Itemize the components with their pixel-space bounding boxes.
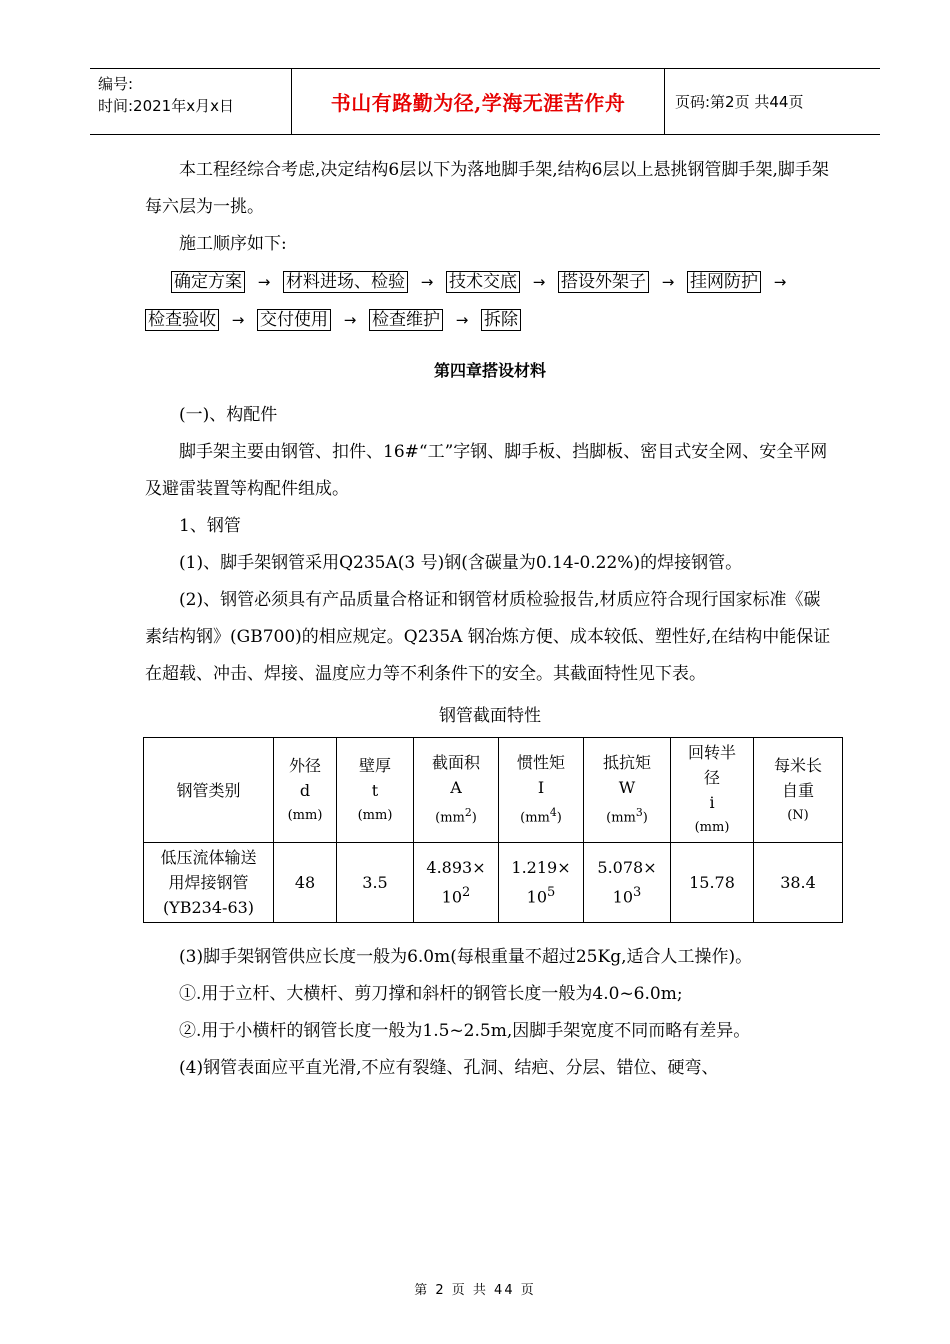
page-header — [90, 68, 880, 135]
table-cell: 1.219× $10^5$ — [499, 843, 584, 923]
flow-step: 检查验收 — [145, 309, 219, 331]
flow-step: 材料进场、检验 — [283, 271, 408, 293]
flow-step: 交付使用 — [257, 309, 331, 331]
page-footer: 第 2 页 共 44 页 — [414, 1283, 536, 1298]
steel-pipe-section-table — [143, 737, 843, 923]
header-page-label: 页码:第2页 共44页 — [675, 93, 804, 111]
flow-step: 挂网防护 — [687, 271, 761, 293]
arrow-icon: → — [773, 273, 787, 291]
arrow-icon: → — [455, 311, 469, 329]
paragraph: ②.用于小横杆的钢管长度一般为1.5~2.5m,因脚手架宽度不同而略有差异。 — [179, 1021, 751, 1041]
arrow-icon: → — [343, 311, 357, 329]
table-cell: 48 — [274, 843, 337, 923]
paragraph: (4)钢管表面应平直光滑,不应有裂缝、孔洞、结疤、分层、错位、硬弯、 — [179, 1058, 719, 1078]
header-cell: 钢管类别 — [144, 738, 274, 843]
document-body — [145, 152, 835, 1087]
table-cell: 低压流体输送 用焊接钢管 (YB234-63) — [144, 843, 274, 923]
arrow-icon: → — [420, 273, 434, 291]
arrow-icon: → — [532, 273, 546, 291]
flow-step: 确定方案 — [171, 271, 245, 293]
paragraph: (2)、钢管必须具有产品质量合格证和钢管材质检验报告,材质应符合现行国家标准《碳素结构钢》(GB700)的相应规定。Q235A 钢冶炼方便、成本较低、塑性好,在结构中能保证在超载、冲击、焊接、温度应力等不利条件下的安全。其截面特性见下表。 — [145, 590, 831, 684]
paragraph: 脚手架主要由钢管、扣件、16#“工”字钢、脚手板、挡脚板、密目式安全网、安全平网及避雷装置等构配件组成。 — [145, 442, 828, 499]
arrow-icon: → — [257, 273, 271, 291]
document-number-label: 编号: — [98, 75, 134, 93]
paragraph: (1)、脚手架钢管采用Q235A(3 号)钢(含碳量为0.14-0.22%)的焊接钢管。 — [179, 553, 743, 573]
section-heading: (一)、构配件 — [179, 405, 278, 425]
chapter-title: 第四章搭设材料 — [433, 361, 546, 380]
table-cell: 3.5 — [337, 843, 414, 923]
table-header-row — [144, 738, 843, 843]
header-cell: 壁厚 t (mm) — [337, 738, 414, 843]
table-cell: 4.893× $10^2$ — [414, 843, 499, 923]
header-meta — [90, 69, 292, 134]
flow-step: 技术交底 — [446, 271, 520, 293]
table-cell: 38.4 — [754, 843, 843, 923]
paragraph: (3)脚手架钢管供应长度一般为6.0m(每根重量不超过25Kg,适合人工操作)。 — [179, 947, 753, 967]
document-time-label: 时间:2021年x月x日 — [98, 97, 234, 115]
flow-step: 搭设外架子 — [558, 271, 649, 293]
flow-step: 检查维护 — [369, 309, 443, 331]
header-cell: 外径 d (mm) — [274, 738, 337, 843]
paragraph: 施工顺序如下: — [179, 234, 287, 254]
table-row — [144, 843, 843, 923]
table-cell: 5.078× $10^3$ — [584, 843, 671, 923]
table-cell: 15.78 — [671, 843, 754, 923]
paragraph: 本工程经综合考虑,决定结构6层以下为落地脚手架,结构6层以上悬挑钢管脚手架,脚手架每六层为一挑。 — [145, 160, 829, 217]
arrow-icon: → — [661, 273, 675, 291]
arrow-icon: → — [231, 311, 245, 329]
flow-step: 拆除 — [481, 309, 521, 331]
section-heading: 1、钢管 — [179, 516, 241, 536]
header-cell: 抵抗矩 W $(mm^3)$ — [584, 738, 671, 843]
paragraph: ①.用于立杆、大横杆、剪刀撑和斜杆的钢管长度一般为4.0~6.0m; — [179, 984, 683, 1004]
header-cell: 惯性矩 I $(mm^4)$ — [499, 738, 584, 843]
header-cell: 截面积 A $(mm^2)$ — [414, 738, 499, 843]
construction-sequence-flow — [145, 263, 835, 339]
header-cell: 回转半 径 i (mm) — [671, 738, 754, 843]
header-cell: 每米长 自重 (N) — [754, 738, 843, 843]
header-motto: 书山有路勤为径,学海无涯苦作舟 — [292, 69, 665, 134]
table-title: 钢管截面特性 — [439, 706, 541, 726]
